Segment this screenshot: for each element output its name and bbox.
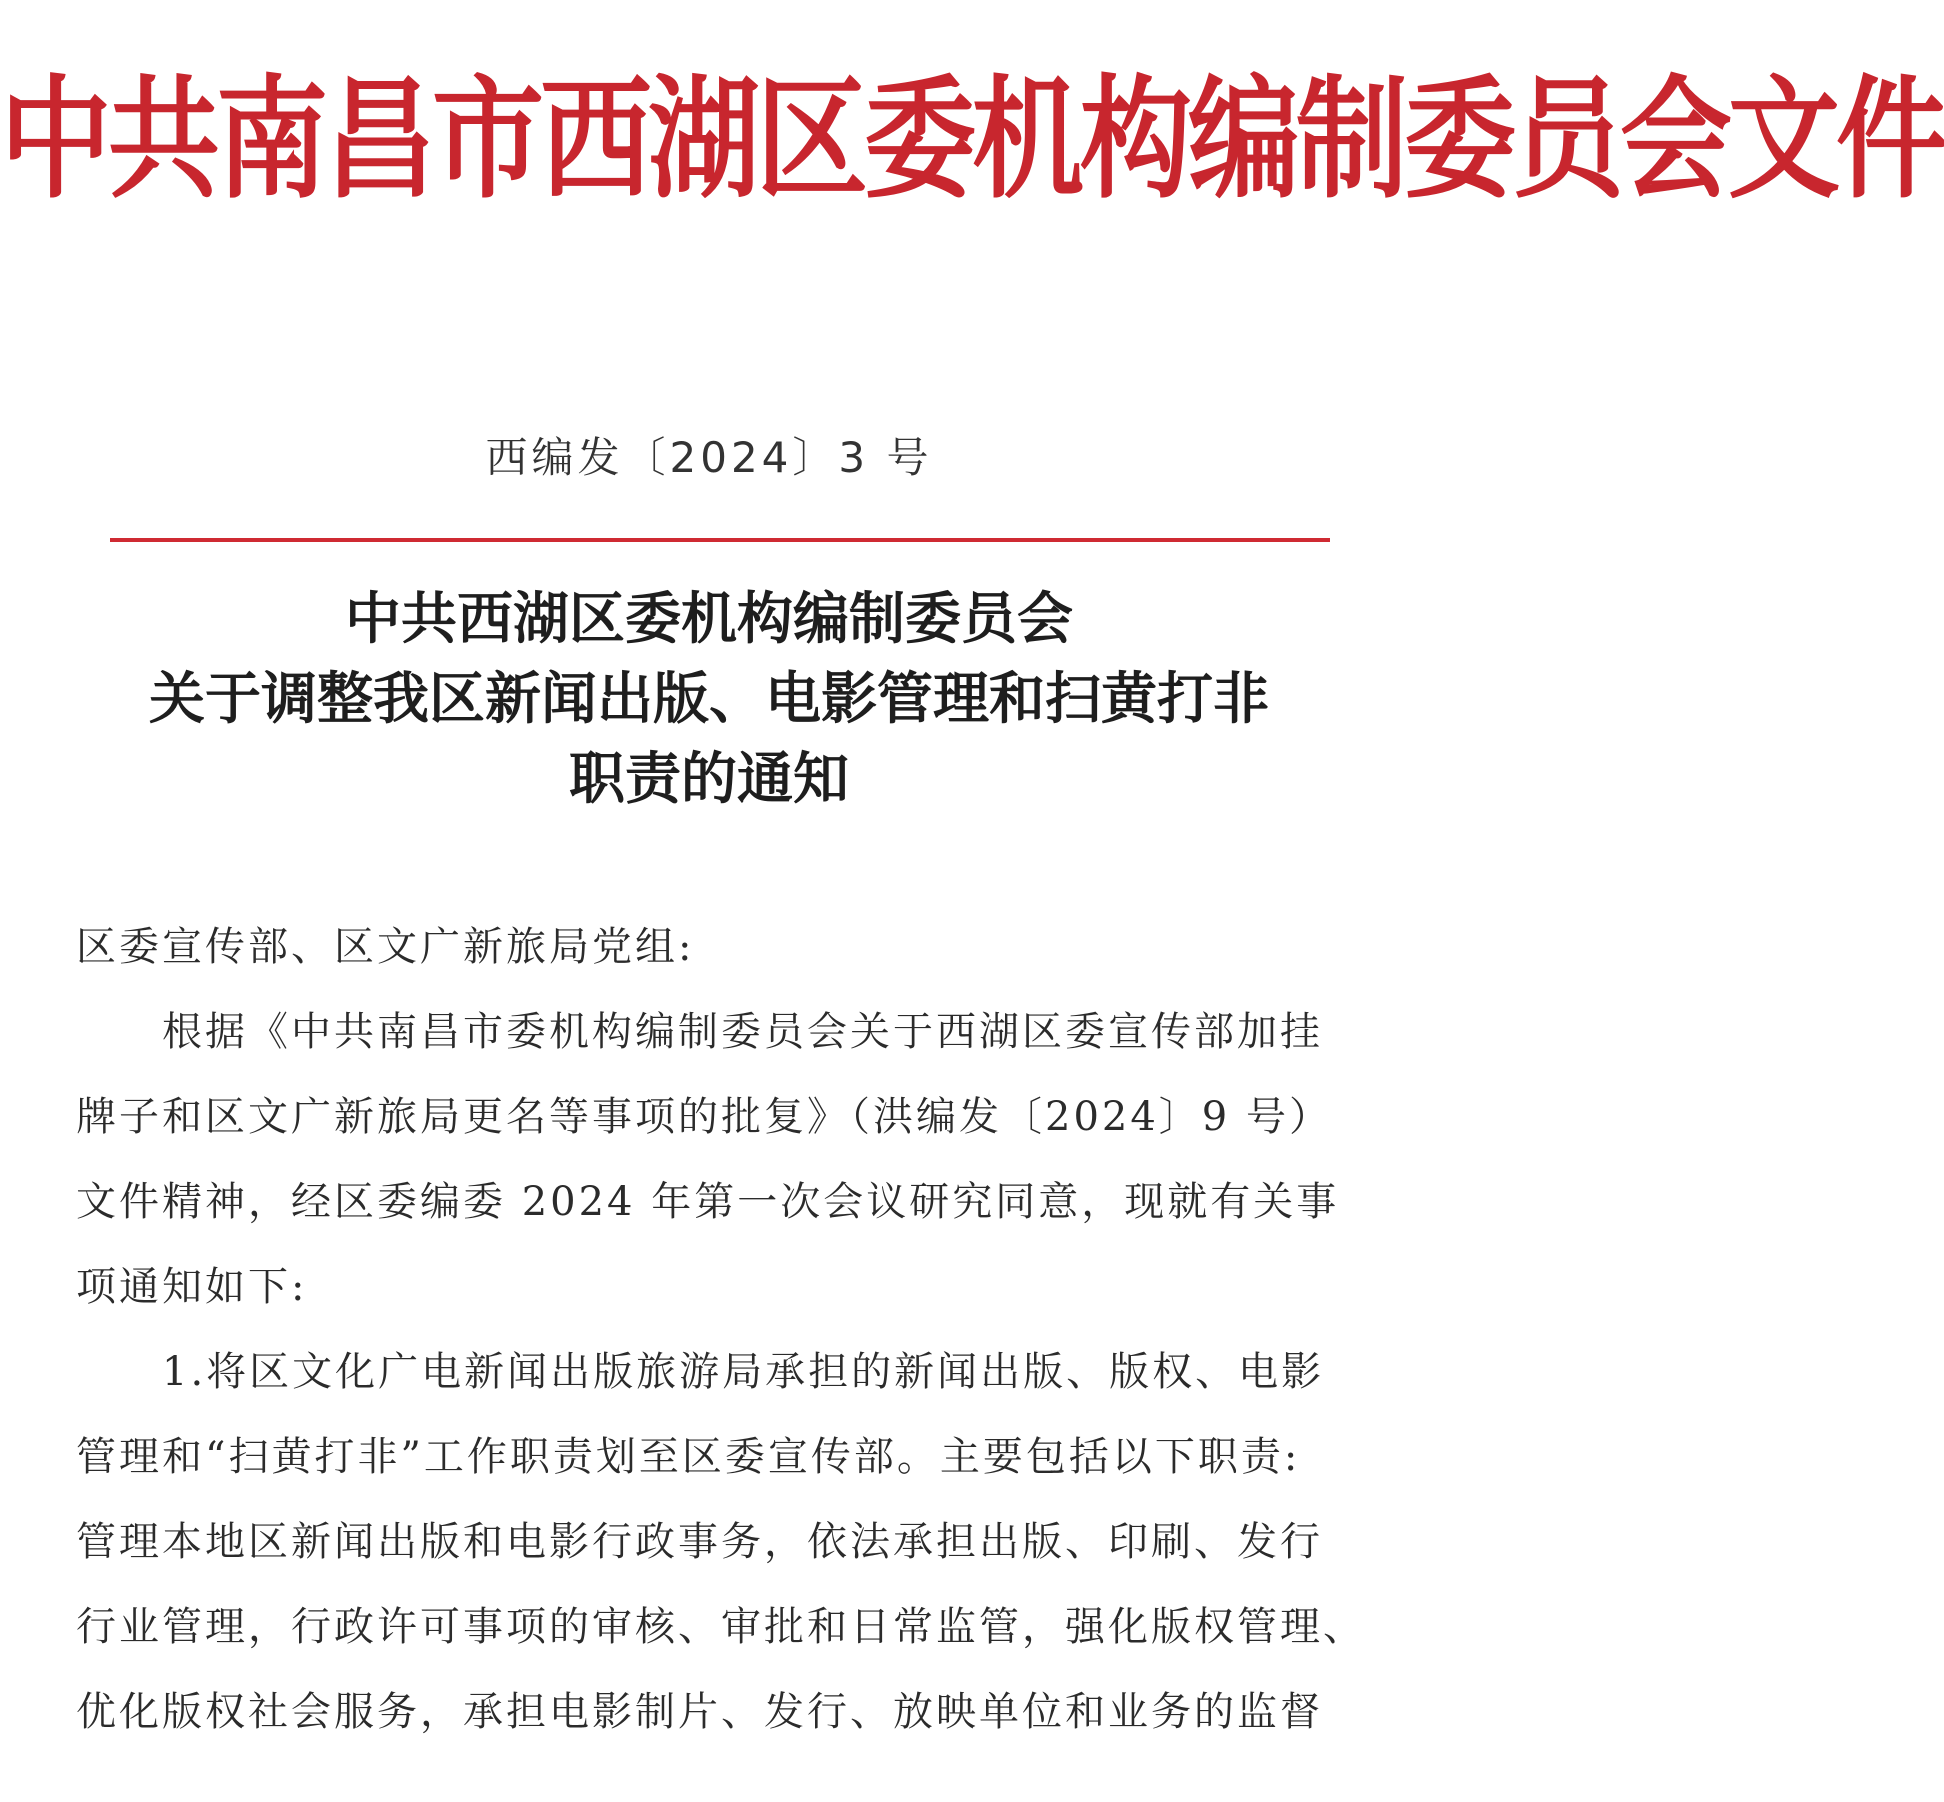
document-number: 西编发〔2024〕3 号 (485, 433, 933, 482)
paragraph-2-line: 行业管理，行政许可事项的审核、审批和日常监管，强化版权管理、 (76, 1604, 1366, 1650)
paragraph-2-line: 优化版权社会服务，承担电影制片、发行、放映单位和业务的监督 (76, 1689, 1323, 1735)
title-line-1: 中共西湖区委机构编制委员会 (345, 587, 1073, 652)
paragraph-1-line: 牌子和区文广新旅局更名等事项的批复》（洪编发〔2024〕9 号） (76, 1094, 1332, 1140)
paragraph-2-line: 管理本地区新闻出版和电影行政事务，依法承担出版、印刷、发行 (76, 1519, 1323, 1565)
paragraph-2-line: 管理和“扫黄打非”工作职责划至区委宣传部。主要包括以下职责: (76, 1434, 1301, 1480)
document-body (76, 905, 1366, 1755)
document-masthead: 中共南昌市西湖区委机构编制委员会文件 (0, 62, 1944, 217)
red-divider-line (110, 538, 1330, 542)
title-line-2: 关于调整我区新闻出版、电影管理和扫黄打非 (149, 667, 1269, 732)
salutation: 区委宣传部、区文广新旅局党组: (76, 924, 695, 970)
paragraph-1-line: 文件精神，经区委编委 2024 年第一次会议研究同意，现就有关事 (76, 1179, 1340, 1225)
title-line-3: 职责的通知 (569, 747, 849, 812)
paragraph-1-line: 根据《中共南昌市委机构编制委员会关于西湖区委宣传部加挂 (162, 1009, 1323, 1055)
paragraph-2-line: 1.将区文化广电新闻出版旅游局承担的新闻出版、版权、电影 (162, 1349, 1325, 1395)
document-title (0, 580, 1418, 820)
paragraph-1-line: 项通知如下: (76, 1264, 308, 1310)
